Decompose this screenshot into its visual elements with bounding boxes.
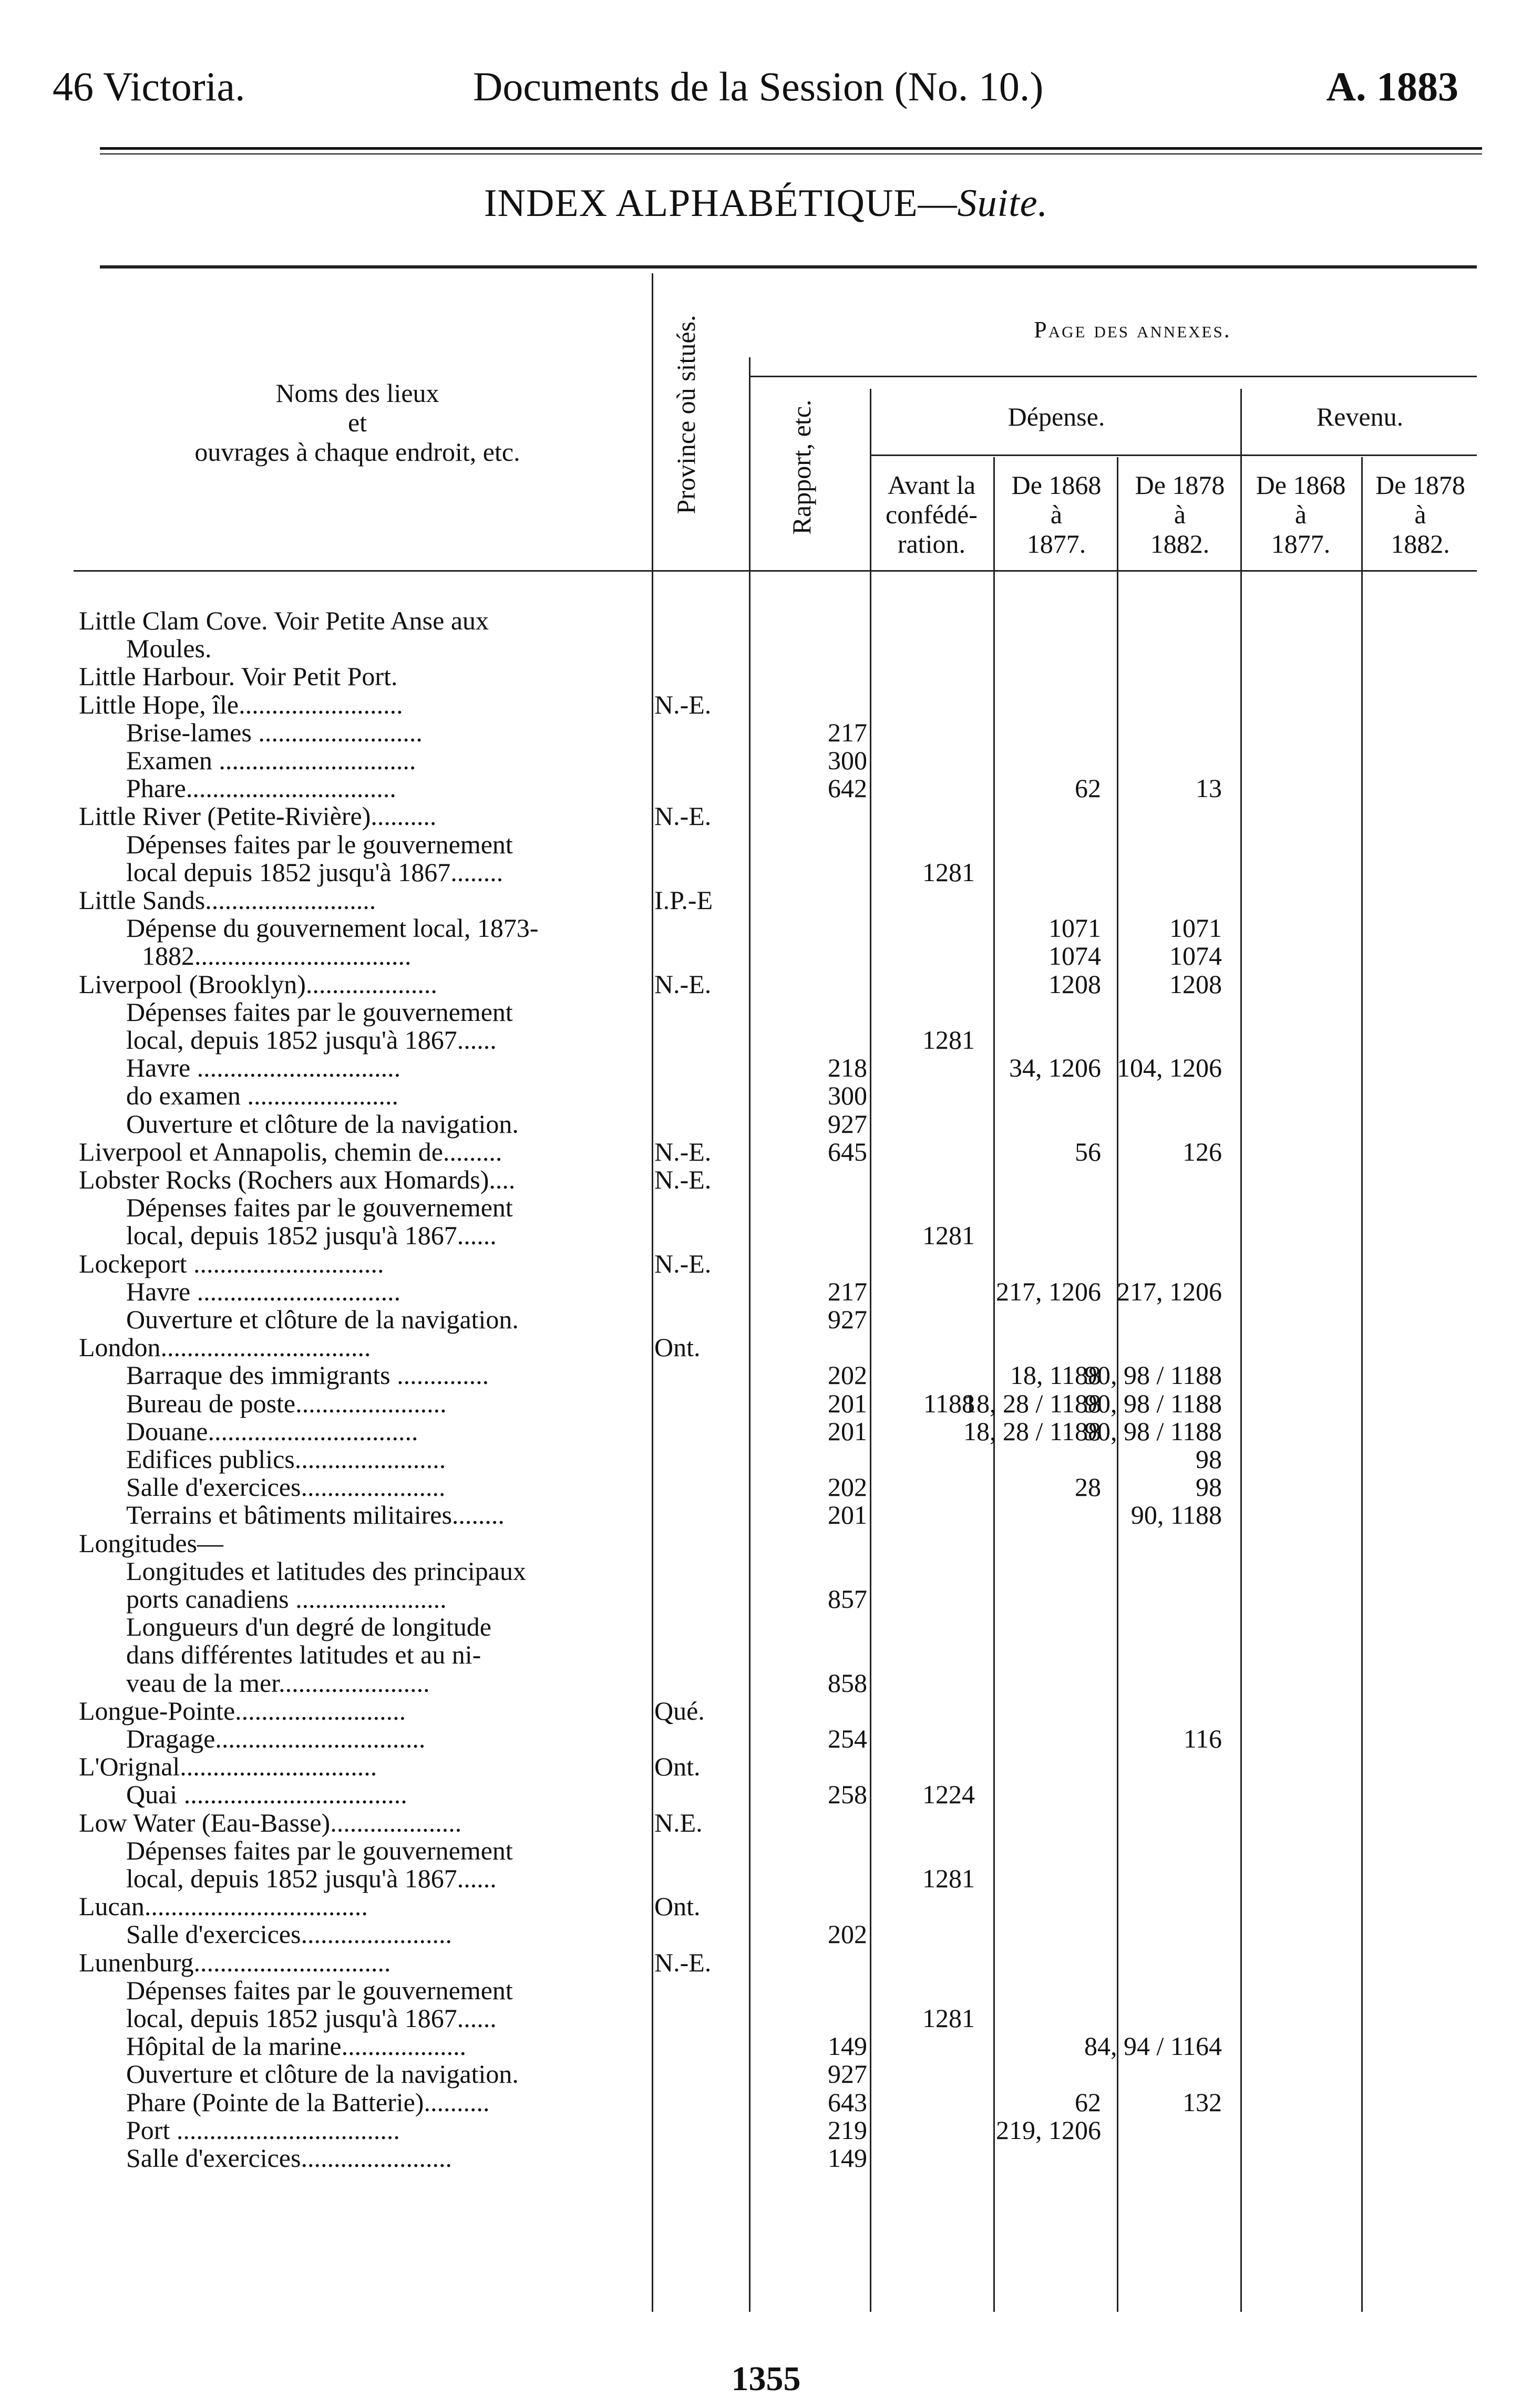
row-name: Quai .................................. (126, 1780, 407, 1810)
col-names-line1: Noms des lieux (275, 378, 439, 408)
cell-d2: 116 (1183, 1724, 1222, 1753)
cell-d2: 1074 (1169, 941, 1222, 971)
col-r1878-l1: De 1878 (1375, 470, 1465, 500)
cell-rap: 202 (828, 1919, 867, 1949)
row-name: Little Clam Cove. Voir Petite Anse aux (79, 606, 489, 635)
cell-av: 1281 (922, 2003, 975, 2033)
row-name: Dragage................................ (126, 1724, 426, 1753)
row-name: Port .................................. (126, 2115, 400, 2145)
col-r1868-l1: De 1868 (1256, 470, 1346, 500)
cell-d1: 1208 (1048, 969, 1101, 999)
row-name: Little Harbour. Voir Petit Port. (79, 662, 398, 691)
cell-rap: 645 (828, 1136, 867, 1166)
table-row (0, 1306, 1532, 1334)
col-d1868-l1: De 1868 (1011, 470, 1102, 500)
row-name: Brise-lames ......................... (126, 717, 423, 747)
table-row (0, 1725, 1532, 1753)
table-row (0, 719, 1532, 747)
table-row (0, 1697, 1532, 1725)
cell-d1: 18, 1188 (1010, 1360, 1101, 1390)
table-row (0, 2089, 1532, 2116)
row-name: Phare................................ (126, 773, 396, 803)
row-name: Longue-Pointe.......................... (79, 1696, 406, 1725)
cell-rap: 217 (828, 1276, 867, 1306)
cell-d2: 84, 94 / 1164 (1084, 2031, 1222, 2061)
row-name: ports canadiens ....................... (126, 1584, 447, 1614)
row-name: Longueurs d'un degré de longitude (126, 1612, 491, 1642)
cell-prov: I.P.-E (654, 885, 713, 915)
table-row (0, 998, 1532, 1026)
row-name: local, depuis 1852 jusqu'à 1867...... (126, 1025, 497, 1055)
header-right: A. 1883 (1326, 64, 1458, 109)
cell-prov: Ont. (654, 1332, 701, 1362)
table-row (0, 1529, 1532, 1557)
cell-d2: 90, 98 / 1188 (1084, 1416, 1222, 1446)
header-rule-thick (100, 147, 1482, 150)
col-header-revenu: Revenu. (1316, 402, 1404, 431)
cell-rap: 202 (828, 1360, 867, 1390)
table-row (0, 1138, 1532, 1166)
table-row (0, 691, 1532, 719)
col-d1878-l3: 1882. (1150, 529, 1210, 559)
title-suite: Suite. (957, 182, 1048, 225)
cell-d1: 62 (1075, 2087, 1101, 2117)
table-row (0, 1194, 1532, 1222)
table-row (0, 1753, 1532, 1781)
table-row (0, 1222, 1532, 1249)
table-row (0, 1082, 1532, 1110)
table-row (0, 1110, 1532, 1138)
table-row (0, 1473, 1532, 1501)
cell-rap: 857 (828, 1584, 867, 1614)
cell-prov: Ont. (654, 1752, 701, 1782)
col-avant-l2: confédé- (886, 500, 978, 529)
cell-prov: N.-E. (654, 1165, 712, 1194)
cell-av: 1281 (922, 857, 975, 887)
row-name: dans différentes latitudes et au ni- (126, 1640, 481, 1670)
table-row (0, 914, 1532, 942)
page-title (0, 181, 1532, 226)
cell-d2: 104, 1206 (1117, 1053, 1222, 1083)
table-row (0, 2060, 1532, 2088)
row-name: Dépenses faites par le gouvernement (126, 1835, 513, 1865)
cell-rap: 643 (828, 2087, 867, 2117)
cell-prov: N.-E. (654, 1248, 712, 1278)
row-name: Salle d'exercices....................... (126, 2143, 452, 2173)
col-d1878-l2: à (1174, 500, 1186, 529)
table-row (0, 1390, 1532, 1418)
cell-prov: N.E. (654, 1807, 703, 1837)
cell-prov: N.-E. (654, 801, 712, 831)
row-name: Longitudes— (79, 1528, 223, 1558)
cell-prov: Ont. (654, 1892, 701, 1921)
table-row (0, 1445, 1532, 1473)
row-name: Douane................................ (126, 1416, 418, 1446)
table-row (0, 1557, 1532, 1585)
row-name: London................................ (79, 1332, 371, 1362)
row-name: Ouverture et clôture de la navigation. (126, 1305, 519, 1334)
row-name: Little Hope, île......................... (79, 689, 403, 719)
table-row (0, 1893, 1532, 1920)
cell-d2: 90, 98 / 1188 (1084, 1360, 1222, 1390)
cell-av: 1188 (923, 1388, 975, 1418)
table-row (0, 774, 1532, 802)
cell-rap: 202 (828, 1472, 867, 1502)
col-header-names (121, 378, 594, 467)
cell-rap: 258 (828, 1780, 867, 1810)
table-row (0, 2116, 1532, 2144)
cell-d2: 98 (1196, 1472, 1222, 1502)
row-name: Liverpool et Annapolis, chemin de......... (79, 1136, 502, 1166)
table-row (0, 1949, 1532, 1977)
cell-d2: 1208 (1169, 969, 1222, 999)
row-name: Terrains et bâtiments militaires........ (126, 1500, 505, 1530)
row-name: Bureau de poste....................... (126, 1388, 447, 1418)
table-row (0, 942, 1532, 970)
cell-d2: 13 (1196, 773, 1222, 803)
table-row (0, 1781, 1532, 1808)
cell-d1: 1071 (1048, 913, 1101, 943)
cell-prov: Qué. (654, 1696, 705, 1725)
cell-d1: 28 (1075, 1472, 1101, 1502)
row-name: Ouverture et clôture de la navigation. (126, 1109, 519, 1139)
table-row (0, 1837, 1532, 1865)
table-row (0, 970, 1532, 998)
cell-av: 1281 (922, 1221, 975, 1250)
row-name: Examen .............................. (126, 746, 416, 775)
table-row (0, 2144, 1532, 2172)
col-header-province: Province où situés. (671, 315, 701, 514)
table-row (0, 1418, 1532, 1445)
cell-d1: 18, 28 / 1188 (963, 1416, 1101, 1446)
col-header-page-annexes: Page des annexes. (1034, 317, 1231, 343)
table-row (0, 1977, 1532, 2004)
cell-rap: 201 (828, 1500, 867, 1530)
col-header-r1878 (1364, 470, 1477, 559)
row-name: Lockeport ............................. (79, 1248, 384, 1278)
cell-d1: 1074 (1048, 941, 1101, 971)
row-name: local depuis 1852 jusqu'à 1867........ (126, 857, 503, 887)
table-row (0, 859, 1532, 886)
col-d1868-l2: à (1050, 500, 1063, 529)
row-name: Edifices publics....................... (126, 1444, 446, 1474)
row-name: Moules. (126, 634, 212, 664)
row-name: local, depuis 1852 jusqu'à 1867...... (126, 1221, 497, 1250)
header-center: Documents de la Session (No. 10.) (473, 64, 1044, 109)
table-row (0, 1054, 1532, 1082)
row-name: Longitudes et latitudes des principaux (126, 1556, 526, 1586)
cell-rap: 254 (828, 1724, 867, 1753)
col-names-line3: ouvrages à chaque endroit, etc. (194, 437, 520, 467)
table-row (0, 1641, 1532, 1669)
cell-rap: 642 (828, 773, 867, 803)
cell-rap: 218 (828, 1053, 867, 1083)
table-row (0, 1920, 1532, 1948)
cell-d1: 56 (1075, 1136, 1101, 1166)
cell-d1: 34, 1206 (1009, 1053, 1101, 1083)
cell-av: 1281 (922, 1025, 975, 1055)
row-name: Liverpool (Brooklyn).................... (79, 969, 437, 999)
col-avant-l3: ration. (897, 529, 966, 559)
col-header-d1878 (1119, 470, 1240, 559)
col-r1868-l2: à (1294, 500, 1307, 529)
row-name: Salle d'exercices....................... (126, 1919, 452, 1949)
row-name: Lobster Rocks (Rochers aux Homards).... (79, 1165, 516, 1194)
row-name: 1882................................. (142, 941, 412, 971)
cell-d1: 18, 28 / 1188 (963, 1388, 1101, 1418)
row-name: Phare (Pointe de la Batterie).......... (126, 2087, 490, 2117)
table-row (0, 607, 1532, 635)
table-row (0, 2004, 1532, 2032)
cell-prov: N.-E. (654, 1136, 712, 1166)
row-name: Low Water (Eau-Basse).................... (79, 1807, 462, 1837)
row-name: Dépense du gouvernement local, 1873- (126, 913, 539, 943)
cell-rap: 219 (828, 2115, 867, 2145)
cell-rap: 300 (828, 746, 867, 775)
row-name: local, depuis 1852 jusqu'à 1867...... (126, 1864, 497, 1893)
row-name: do examen ....................... (126, 1081, 398, 1111)
cell-d2: 90, 1188 (1130, 1500, 1222, 1530)
table-row (0, 886, 1532, 914)
header-rule-thin (100, 153, 1482, 154)
depense-revenu-rule (870, 454, 1477, 456)
row-name: Little Sands.......................... (79, 885, 376, 915)
cell-d2: 1071 (1169, 913, 1222, 943)
header-bottom-rule (74, 570, 1477, 572)
row-name: local, depuis 1852 jusqu'à 1867...... (126, 2003, 497, 2033)
col-avant-l1: Avant la (887, 470, 976, 500)
cell-d1: 62 (1075, 773, 1101, 803)
table-row (0, 1166, 1532, 1194)
row-name: Havre ............................... (126, 1276, 401, 1306)
table-row (0, 635, 1532, 663)
cell-d2: 90, 98 / 1188 (1084, 1388, 1222, 1418)
cell-d2: 126 (1183, 1136, 1222, 1166)
table-row (0, 1809, 1532, 1837)
col-header-rapport: Rapport, etc. (787, 399, 816, 535)
table-row (0, 1501, 1532, 1529)
table-row (0, 1334, 1532, 1361)
table-row (0, 1613, 1532, 1641)
cell-rap: 201 (828, 1388, 867, 1418)
cell-rap: 201 (828, 1416, 867, 1446)
table-row (0, 1278, 1532, 1306)
cell-rap: 927 (828, 2059, 867, 2089)
col-header-depense: Dépense. (1007, 402, 1105, 431)
row-name: Havre ............................... (126, 1053, 401, 1083)
col-header-r1868 (1243, 470, 1359, 559)
row-name: Ouverture et clôture de la navigation. (126, 2059, 519, 2089)
row-name: Dépenses faites par le gouvernement (126, 1193, 513, 1223)
cell-rap: 927 (828, 1109, 867, 1139)
cell-d1: 219, 1206 (996, 2115, 1101, 2145)
row-name: Barraque des immigrants .............. (126, 1360, 489, 1390)
cell-av: 1281 (922, 1864, 975, 1893)
row-name: Dépenses faites par le gouvernement (126, 997, 513, 1027)
table-top-rule (100, 265, 1477, 268)
cell-d2: 98 (1196, 1444, 1222, 1474)
table-row (0, 1585, 1532, 1613)
row-name: Salle d'exercices...................... (126, 1472, 446, 1502)
row-name: Dépenses faites par le gouvernement (126, 1975, 513, 2005)
page-number: 1355 (731, 2360, 801, 2398)
col-r1868-l3: 1877. (1271, 529, 1331, 559)
title-main: INDEX ALPHABÉTIQUE— (484, 182, 958, 225)
table-row (0, 747, 1532, 774)
row-name: Dépenses faites par le gouvernement (126, 829, 513, 859)
annexes-rule (749, 376, 1477, 377)
table-row (0, 2032, 1532, 2060)
col-r1878-l3: 1882. (1391, 529, 1450, 559)
row-name: Little River (Petite-Rivière).......... (79, 801, 437, 831)
col-d1878-l1: De 1878 (1135, 470, 1225, 500)
cell-d2: 217, 1206 (1117, 1276, 1222, 1306)
table-row (0, 1361, 1532, 1389)
cell-prov: N.-E. (654, 969, 712, 999)
row-name: Hôpital de la marine................... (126, 2031, 467, 2061)
cell-rap: 217 (828, 717, 867, 747)
cell-rap: 300 (828, 1081, 867, 1111)
row-name: veau de la mer....................... (126, 1668, 430, 1698)
col-header-d1868 (996, 470, 1117, 559)
table-row (0, 802, 1532, 830)
table-row (0, 831, 1532, 859)
col-names-line2: et (347, 408, 367, 437)
table-row (0, 1026, 1532, 1054)
cell-d2: 132 (1183, 2087, 1222, 2117)
cell-rap: 149 (828, 2143, 867, 2173)
table-row (0, 663, 1532, 690)
cell-av: 1224 (922, 1780, 975, 1810)
row-name: Lucan.................................. (79, 1892, 368, 1921)
row-name: Lunenburg.............................. (79, 1947, 391, 1977)
table-row (0, 1669, 1532, 1697)
col-header-avant (872, 470, 991, 559)
cell-d1: 217, 1206 (996, 1276, 1101, 1306)
header-left: 46 Victoria. (53, 64, 245, 109)
cell-prov: N.-E. (654, 1947, 712, 1977)
col-r1878-l2: à (1414, 500, 1426, 529)
row-name: L'Orignal.............................. (79, 1752, 377, 1782)
table-row (0, 1250, 1532, 1278)
table-row (0, 1865, 1532, 1893)
col-d1868-l3: 1877. (1026, 529, 1086, 559)
cell-rap: 927 (828, 1305, 867, 1334)
cell-rap: 149 (828, 2031, 867, 2061)
cell-prov: N.-E. (654, 689, 712, 719)
cell-rap: 858 (828, 1668, 867, 1698)
